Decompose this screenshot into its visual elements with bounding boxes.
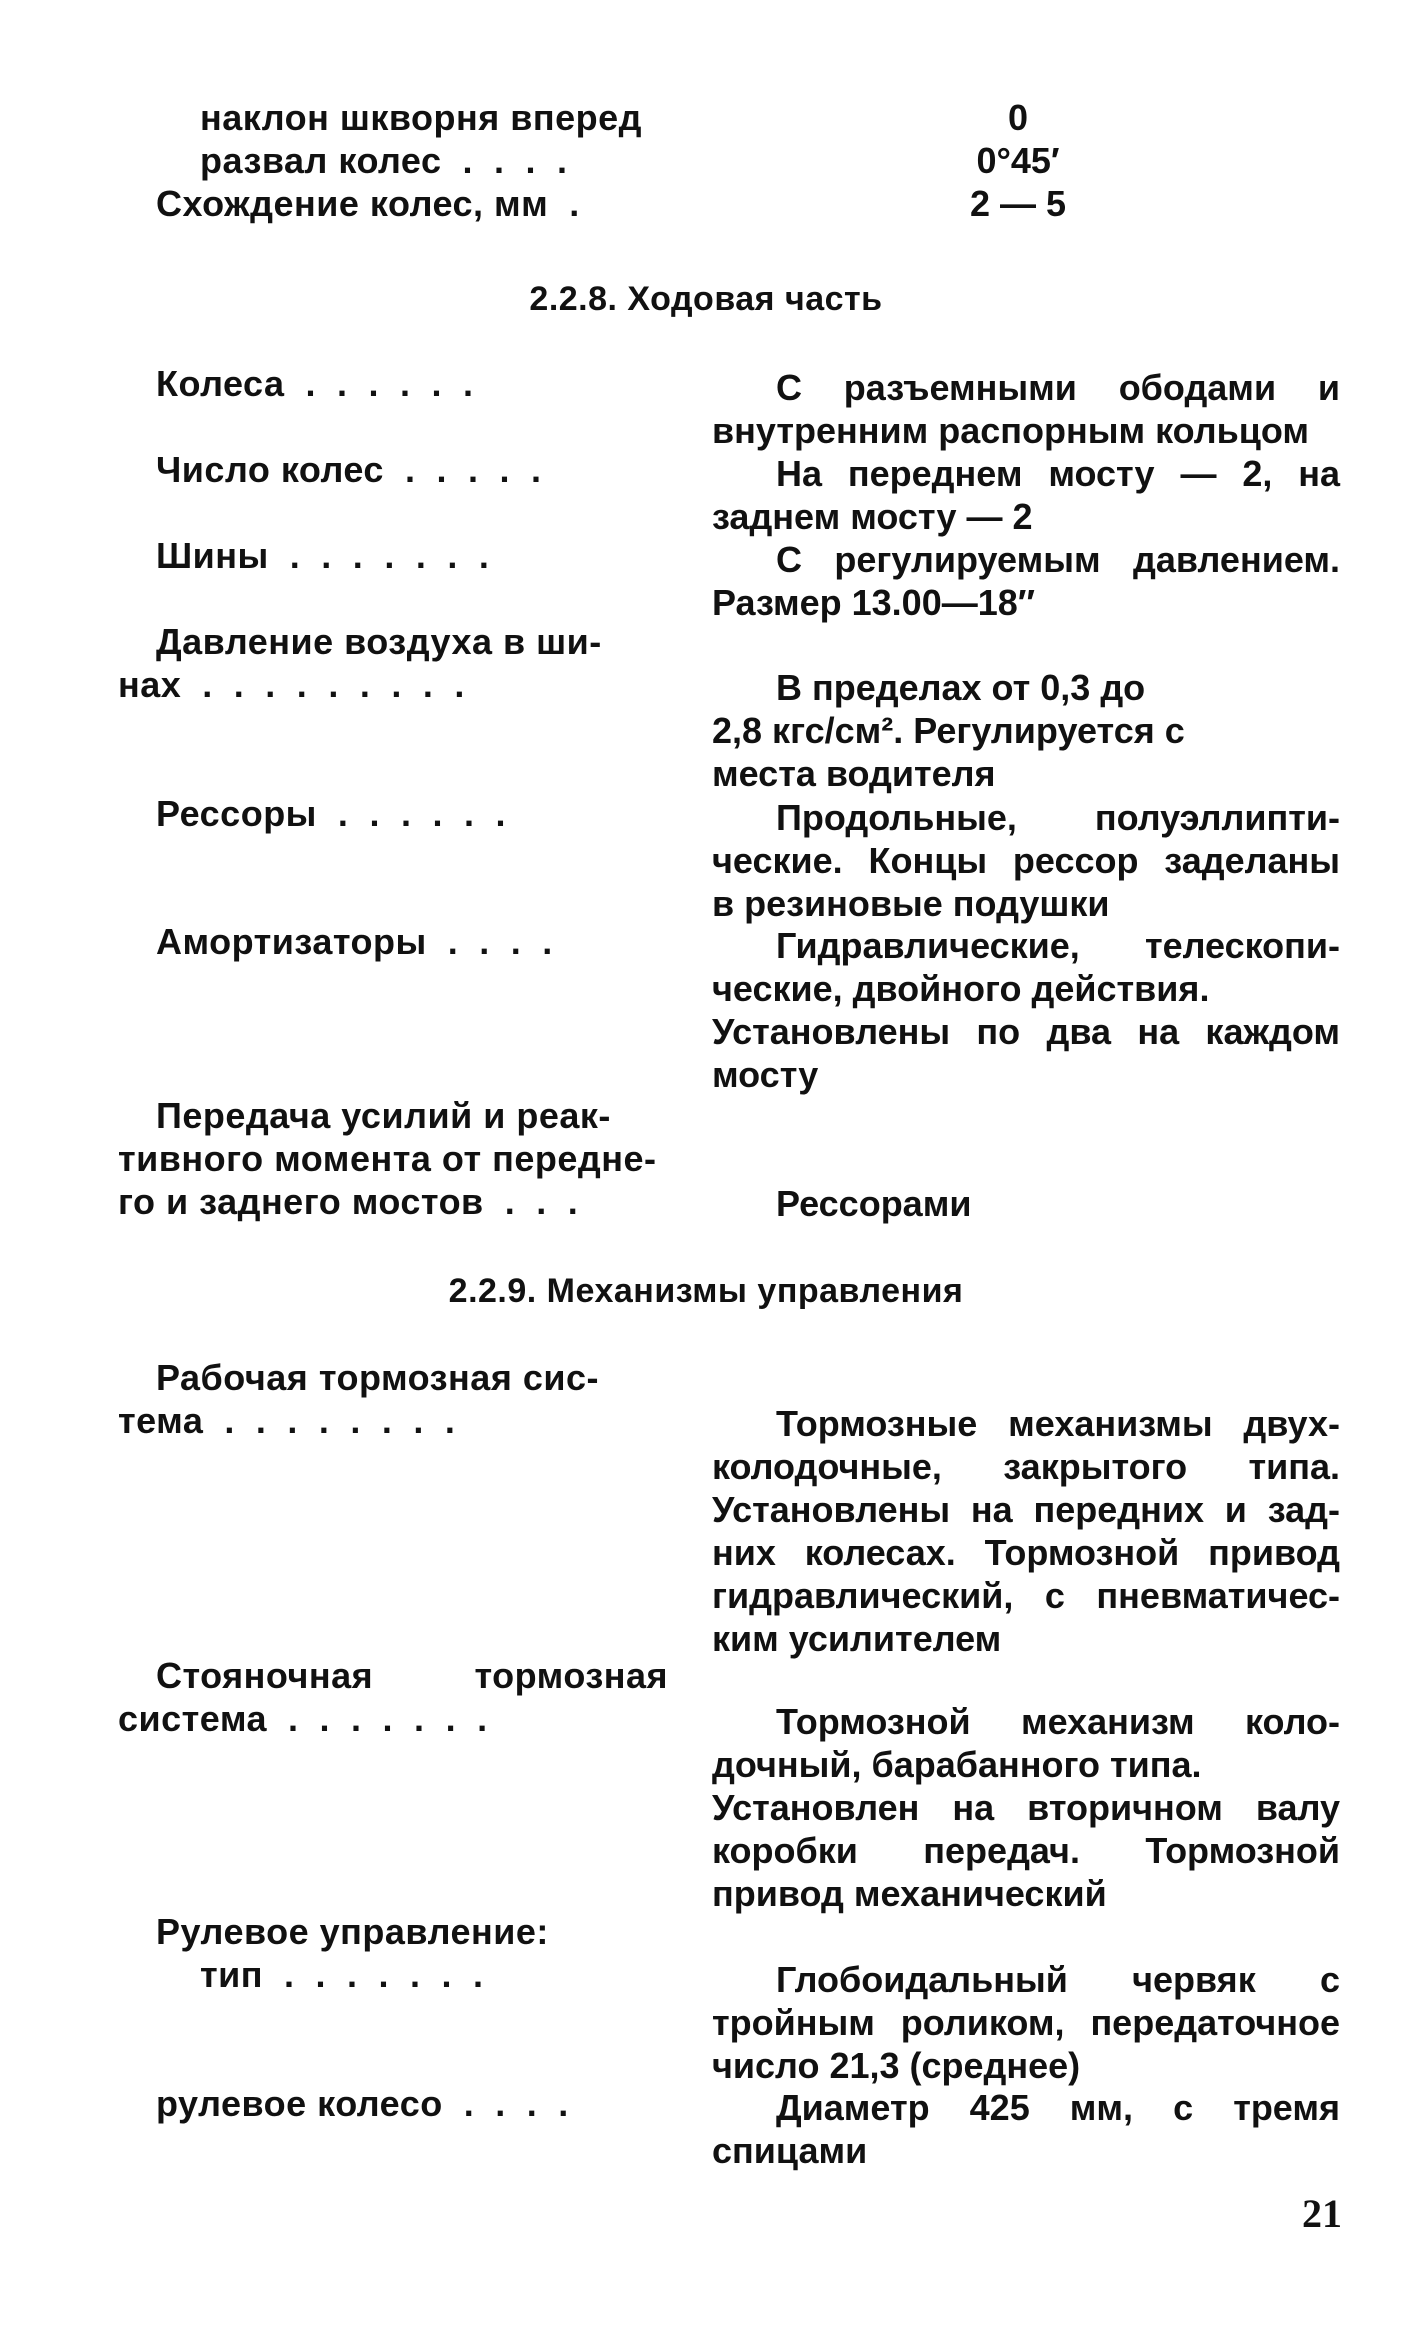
item-value: Диаметр 425 мм, с тремя спицами	[712, 2087, 1340, 2171]
param-label: развал колес . . . .	[200, 140, 568, 181]
item-label: Рулевое управление:	[156, 1911, 549, 1952]
item-label: Шины . . . . . . .	[156, 535, 490, 576]
section-heading-running-gear: 2.2.8. Ходовая часть	[529, 280, 883, 318]
item-label: тип . . . . . . .	[200, 1954, 484, 1995]
item-label: Амортизаторы . . . .	[156, 921, 553, 962]
page-number: 21	[1302, 2191, 1342, 2236]
item-value: Гидравлические, телескопи- ческие, двойного действия. Установлены по два на каждом мосту	[712, 925, 1340, 1095]
item-value: Тормозные механизмы двух- колодочные, закрытого типа. Установлены на передних и зад- них колесах. Тормозной привод гидравлический, с пневматичес- ким усилителем	[712, 1403, 1340, 1659]
item-label: Рессоры . . . . . .	[156, 793, 506, 834]
param-value: 2 — 5	[969, 183, 1067, 224]
item-label: тема . . . . . . . .	[118, 1400, 456, 1441]
item-label: тивного момента от передне-	[118, 1138, 657, 1179]
item-value: Глобоидальный червяк с тройным роликом, передаточное число 21,3 (среднее)	[712, 1959, 1340, 2086]
item-value: Продольные, полуэллипти- ческие. Концы рессор заделаны в резиновые подушки	[712, 797, 1340, 924]
item-value: С регулируемым давлением. Размер 13.00—18″	[712, 539, 1340, 623]
item-value: Рессорами	[776, 1183, 972, 1224]
param-value: 0°45′	[976, 140, 1060, 181]
item-label: рулевое колесо . . . .	[156, 2083, 569, 2124]
item-value: С разъемными ободами и внутренним распорным кольцом	[712, 367, 1340, 451]
item-label: Передача усилий и реак-	[156, 1095, 611, 1136]
param-label: Схождение колес, мм .	[156, 183, 580, 224]
item-label: система . . . . . . .	[118, 1698, 488, 1739]
param-label: наклон шкворня вперед	[200, 97, 643, 138]
item-label: Рабочая тормозная сис-	[156, 1357, 599, 1398]
item-label: го и заднего мостов . . .	[118, 1181, 579, 1222]
item-value: На переднем мосту — 2, на заднем мосту — 2	[712, 453, 1340, 537]
item-value: В пределах от 0,3 до 2,8 кгс/см². Регулируется с места водителя	[712, 667, 1185, 794]
item-label: Давление воздуха в ши-	[156, 621, 602, 662]
item-label: Колеса . . . . . .	[156, 363, 474, 404]
param-value: 0	[1007, 97, 1029, 138]
section-heading-controls: 2.2.9. Механизмы управления	[448, 1272, 964, 1310]
item-value: Тормозной механизм коло- дочный, барабанного типа. Установлен на вторичном валу коробки передач. Тормозной привод механический	[712, 1701, 1340, 1914]
item-label: Число колес . . . . .	[156, 449, 542, 490]
item-label: нах . . . . . . . . .	[118, 664, 465, 705]
item-label: Стояночная тормозная	[156, 1655, 668, 1696]
